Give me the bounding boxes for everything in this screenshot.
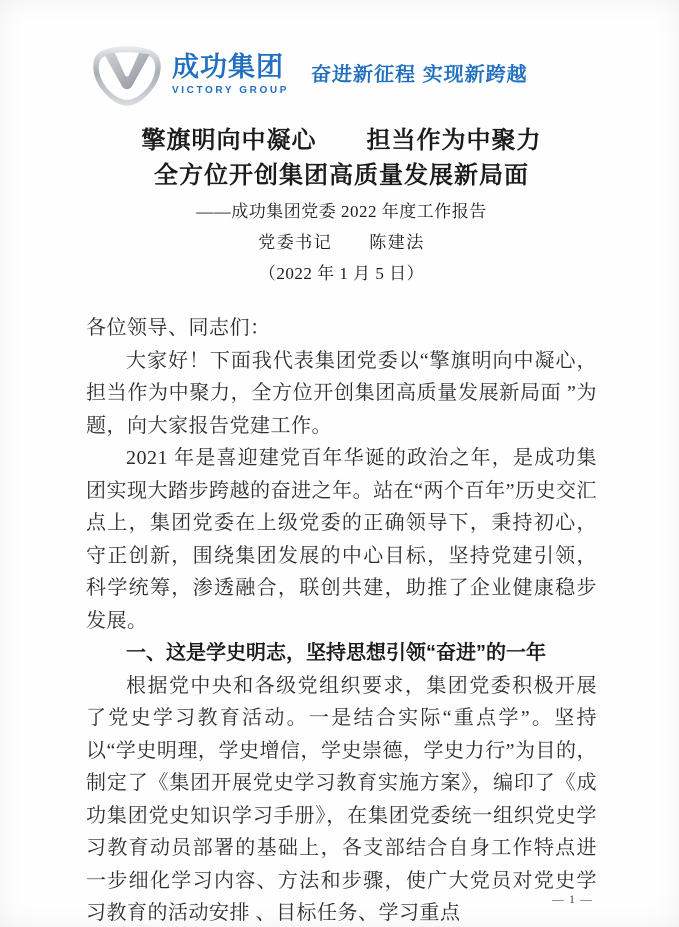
author-byline: 党委书记 陈建法 <box>258 233 425 252</box>
paragraph: 大家好！下面我代表集团党委以“擎旗明向中凝心，担当作为中聚力，全方位开创集团高质量发展新局面 ”为题，向大家报告党建工作。 <box>86 349 597 437</box>
document-body <box>86 312 597 927</box>
paragraph: 根据党中央和各级党组织要求，集团党委积极开展了党史学习教育活动。一是结合实际“重点学”。坚持以“学史明理，学史增信，学史崇德，学史力行”为目的，制定了《集团开展党史学习教育实施方案》，编印了《成功集团党史知识学习手册》，在集团党委统一组织党史学习教育动员部署的基础上，各支部结合自身工作特点进一步细化学习内容、方法和步骤，使广大党员对党史学习教育的活动安排 、目标任务、学习重点 <box>86 674 597 924</box>
document-title-line2: 全方位开创集团高质量发展新局面 <box>154 162 529 189</box>
brand-text <box>172 54 289 96</box>
page-number: — 1 — <box>552 892 593 906</box>
company-name-cn: 成功集团 <box>172 52 284 82</box>
salutation: 各位领导、同志们： <box>86 317 271 339</box>
brand-slogan: 奋进新征程 实现新跨越 <box>310 64 528 86</box>
document-subtitle: ——成功集团党委 2022 年度工作报告 <box>196 202 487 221</box>
brand-header <box>88 44 528 108</box>
victory-emblem-icon <box>88 44 166 108</box>
document-date: （2022 年 1 月 5 日） <box>258 264 425 283</box>
title-block <box>86 123 597 285</box>
document-title-line1: 擎旗明向中凝心 担当作为中聚力 <box>141 127 542 154</box>
company-name-en: VICTORY GROUP <box>172 85 289 96</box>
paragraph: 2021 年是喜迎建党百年华诞的政治之年，是成功集团实现大踏步跨越的奋进之年。站在“两个百年”历史交汇点上，集团党委在上级党委的正确领导下，秉持初心，守正创新，围绕集团发展的中心目标，坚持党建引领，科学统筹，渗透融合，联创共建，助推了企业健康稳步发展。 <box>86 447 597 632</box>
section-heading: 一、这是学史明志，坚持思想引领“奋进”的一年 <box>126 642 546 664</box>
